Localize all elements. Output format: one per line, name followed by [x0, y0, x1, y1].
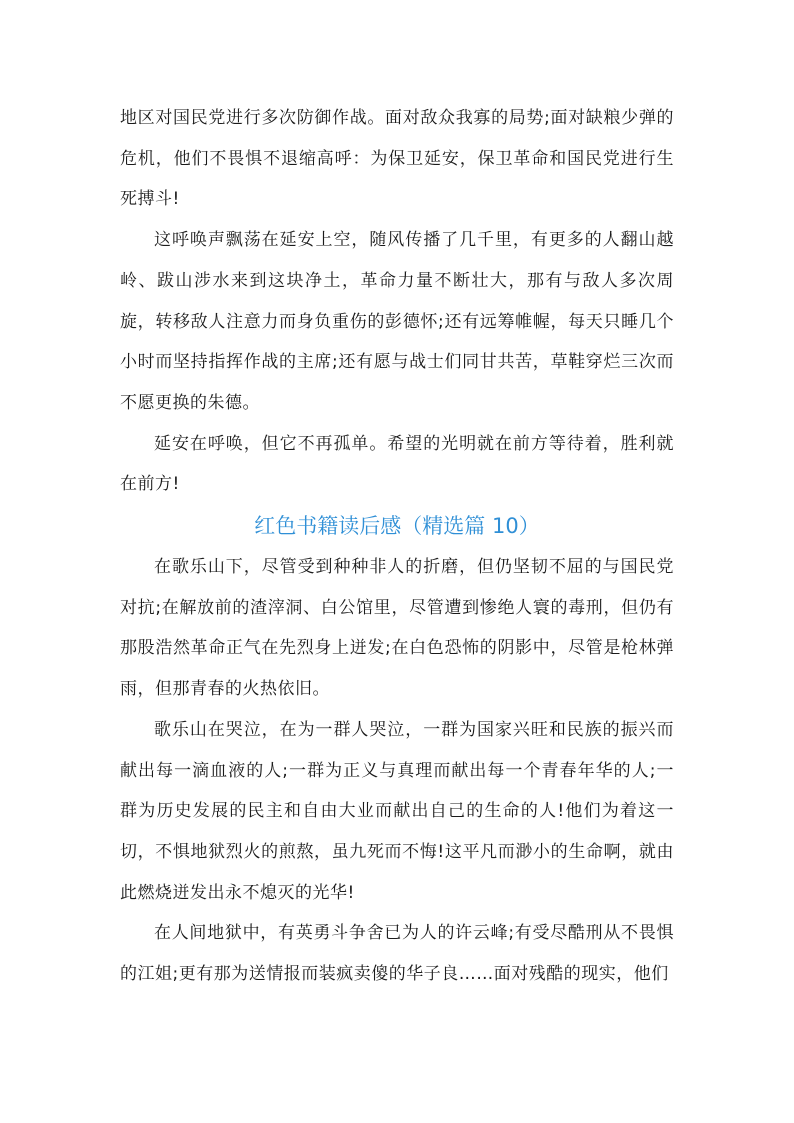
section-heading: 红色书籍读后感（精选篇 10）: [254, 514, 540, 539]
document-body: [120, 98, 674, 995]
paragraph-yanan-calling: 延安在呼唤，但它不再孤单。希望的光明就在前方等待着，胜利就在前方!: [120, 433, 674, 495]
paragraph-echo-over-yanan: 这呼唤声飘荡在延安上空，随风传播了几千里，有更多的人翻山越岭、跋山涉水来到这块净土，革命力量不断壮大，那有与敌人多次周旋，转移敌人注意力而身负重伤的彭德怀;还有远筹帷幄，每天只睡几个小时而坚持指挥作战的主席;还有愿与战士们同甘共苦，草鞋穿烂三次而不愿更换的朱德。: [120, 230, 674, 413]
paragraph-continued: 地区对国民党进行多次防御作战。面对敌众我寡的局势;面对缺粮少弹的危机，他们不畏惧不退缩高呼：为保卫延安，保卫革命和国民党进行生死搏斗!: [120, 108, 674, 210]
paragraph-heroes-in-hell: 在人间地狱中，有英勇斗争舍已为人的许云峰;有受尽酷刑从不畏惧的江姐;更有那为送情报而装疯卖傻的华子良……面对残酷的现实，他们: [120, 923, 674, 985]
paragraph-gelershan-below: 在歌乐山下，尽管受到种种非人的折磨，但仍坚韧不屈的与国民党对抗;在解放前的渣滓洞、白公馆里，尽管遭到惨绝人寰的毒刑，但仍有那股浩然革命正气在先烈身上迸发;在白色恐怖的阴影中，尽管是枪林弹雨，但那青春的火热依旧。: [120, 557, 674, 700]
paragraph-gelershan-weeping: 歌乐山在哭泣，在为一群人哭泣，一群为国家兴旺和民族的振兴而献出每一滴血液的人;一群为正义与真理而献出每一个青春年华的人;一群为历史发展的民主和自由大业而献出自己的生命的人!他们为着这一切，不惧地狱烈火的煎熬，虽九死而不悔!这平凡而渺小的生命啊，就由此燃烧迸发出永不熄灭的光华!: [120, 719, 674, 903]
